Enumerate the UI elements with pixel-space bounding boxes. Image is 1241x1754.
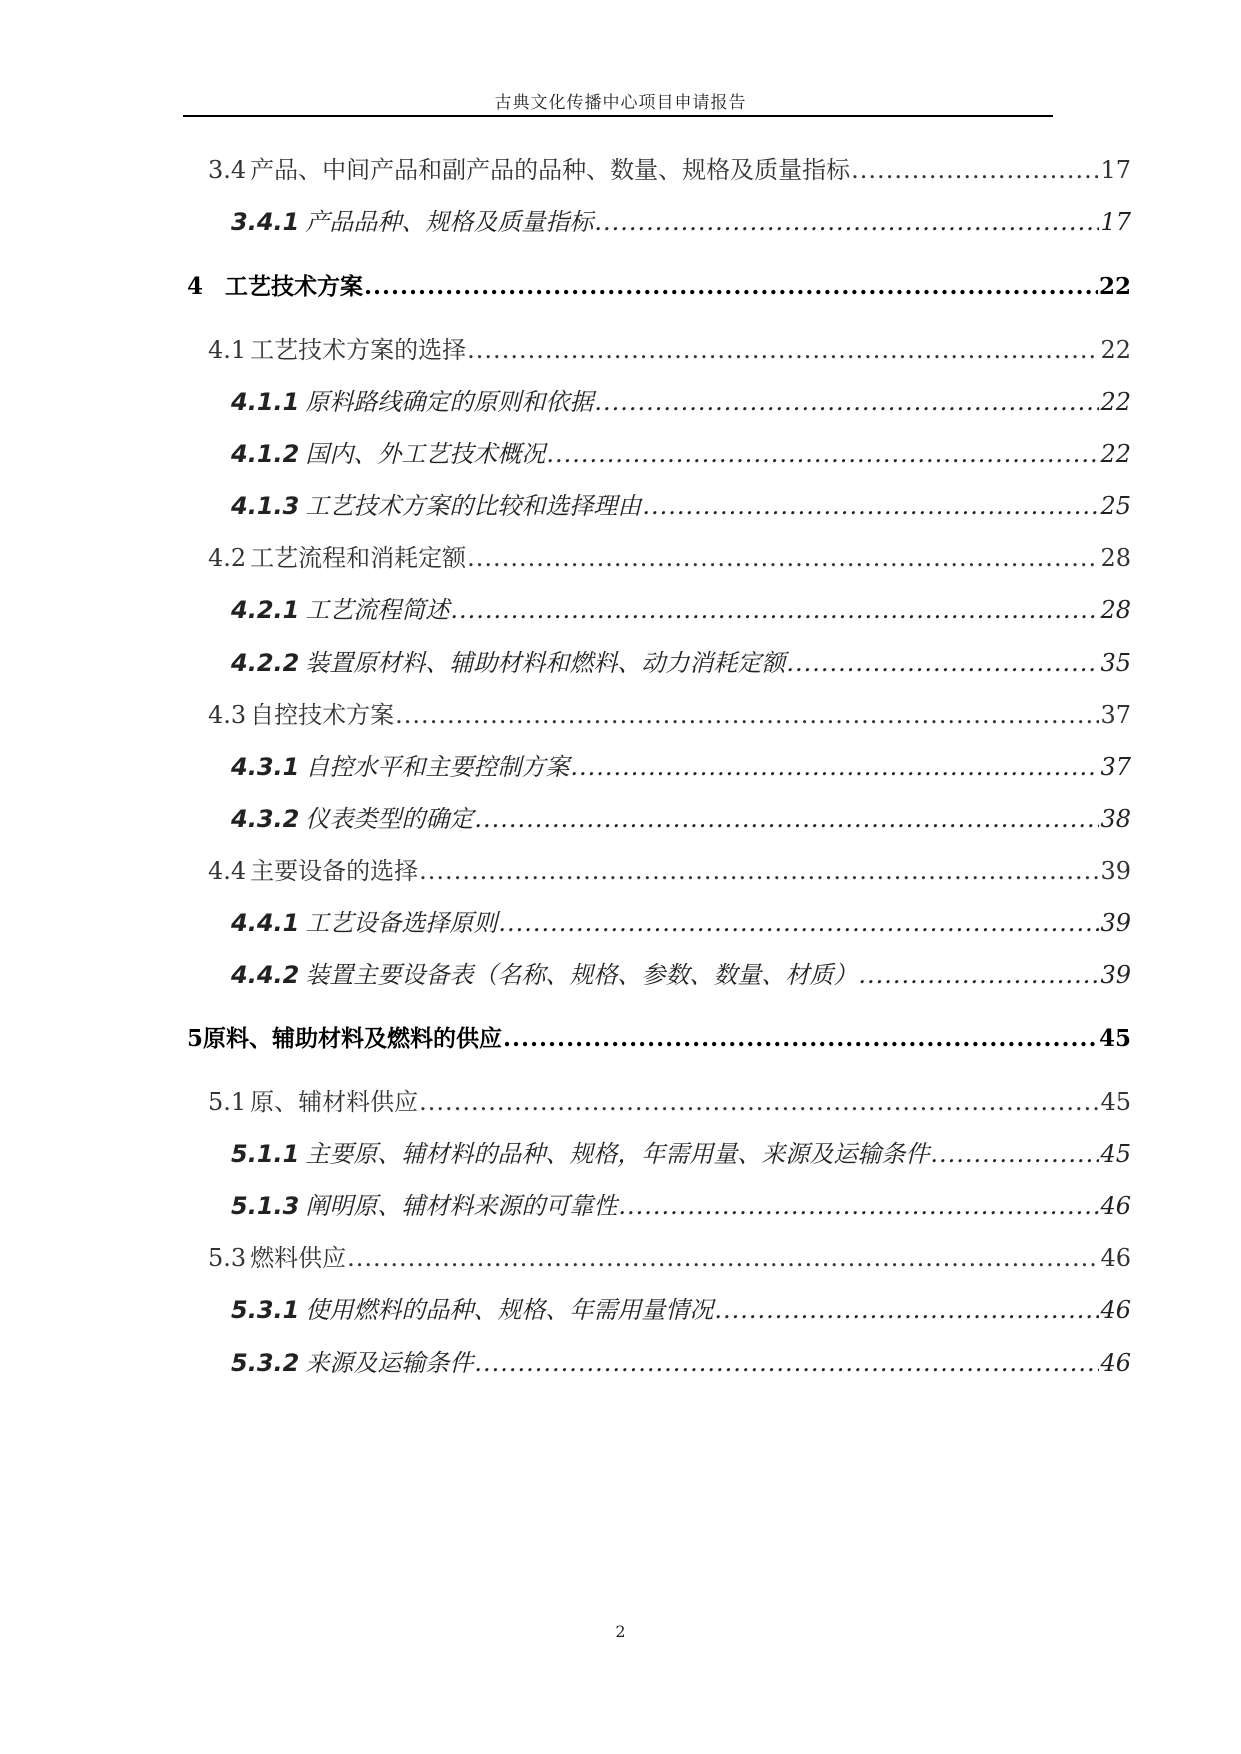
toc-entry-number: 4.1.3	[231, 492, 300, 520]
toc-entry-title: 阐明原、辅材料来源的可靠性	[305, 1192, 618, 1220]
toc-dot-leader	[930, 1140, 1099, 1168]
toc-entry-title: 自控水平和主要控制方案	[305, 753, 570, 781]
toc-entry-title: 使用燃料的品种、规格、年需用量情况	[305, 1296, 714, 1324]
toc-entry-title: 主要原、辅材料的品种、规格，年需用量、来源及运输条件	[305, 1140, 930, 1168]
toc-dot-leader	[395, 701, 1099, 729]
toc-dot-leader	[594, 208, 1099, 236]
toc-entry-number: 5.3	[208, 1244, 247, 1272]
toc-entry-page: 46	[1100, 1192, 1131, 1220]
toc-entry-title: 工艺设备选择原则	[305, 909, 498, 937]
toc-entry-title: 原料、辅助材料及燃料的供应	[203, 1025, 503, 1052]
toc-dot-leader	[419, 1088, 1099, 1116]
toc-entry-number: 4.4.1	[231, 909, 300, 937]
toc-entry-number: 4.1.2	[231, 440, 300, 468]
toc-dot-leader	[419, 857, 1099, 885]
toc-dot-leader	[450, 596, 1099, 624]
toc-entry-page: 22	[1100, 440, 1131, 468]
toc-entry-page: 17	[1100, 156, 1131, 184]
toc-entry-number: 5.3.1	[231, 1296, 300, 1324]
toc-dot-leader	[594, 388, 1099, 416]
toc-entry-title: 来源及运输条件	[305, 1349, 474, 1377]
toc-entry-page: 22	[1098, 273, 1131, 300]
toc-entry[interactable]	[231, 643, 1131, 678]
toc-entry-title: 工艺流程简述	[305, 596, 450, 624]
toc-entry[interactable]	[208, 330, 1131, 365]
toc-entry-page: 37	[1100, 753, 1131, 781]
toc-entry-number: 5.3.2	[231, 1349, 300, 1377]
toc-entry-title: 原料路线确定的原则和依据	[305, 388, 594, 416]
toc-entry[interactable]	[208, 1238, 1131, 1273]
toc-entry-page: 28	[1100, 596, 1131, 624]
toc-entry-page: 22	[1100, 336, 1131, 364]
toc-dot-leader	[347, 1244, 1099, 1272]
toc-dot-leader	[474, 1349, 1099, 1377]
toc-entry-title: 装置原材料、辅助材料和燃料、动力消耗定额	[305, 649, 786, 677]
toc-entry-title: 工艺流程和消耗定额	[250, 544, 467, 572]
toc-dot-leader	[858, 961, 1099, 989]
toc-entry[interactable]	[187, 1020, 1131, 1053]
toc-entry-title: 工艺技术方案的选择	[250, 336, 467, 364]
toc-entry-number: 4.2	[208, 544, 247, 572]
toc-entry-number: 4.3.2	[231, 805, 300, 833]
toc-entry[interactable]	[208, 851, 1131, 886]
toc-entry-title: 燃料供应	[250, 1244, 347, 1272]
toc-dot-leader	[467, 544, 1099, 572]
toc-entry-page: 39	[1100, 857, 1131, 885]
toc-entry-page: 46	[1100, 1244, 1131, 1272]
toc-entry-page: 45	[1098, 1025, 1131, 1052]
toc-entry-title: 自控技术方案	[250, 701, 395, 729]
toc-entry-page: 38	[1100, 805, 1131, 833]
toc-entry-number: 4.4.2	[231, 961, 300, 989]
toc-dot-leader	[786, 649, 1099, 677]
toc-entry[interactable]	[231, 434, 1131, 469]
toc-entry[interactable]	[231, 202, 1131, 237]
toc-entry-number: 3.4.1	[231, 208, 300, 236]
toc-dot-leader	[546, 440, 1099, 468]
toc-entry-number: 4.3	[208, 701, 247, 729]
toc-entry[interactable]	[231, 747, 1131, 782]
toc-dot-leader	[474, 805, 1099, 833]
toc-entry-number: 4.2.2	[231, 649, 300, 677]
toc-entry[interactable]	[231, 955, 1131, 990]
toc-entry[interactable]	[208, 538, 1131, 573]
toc-entry-page: 39	[1100, 909, 1131, 937]
toc-entry-number: 5.1.3	[231, 1192, 300, 1220]
toc-entry[interactable]	[231, 382, 1131, 417]
toc-entry[interactable]	[208, 1082, 1131, 1117]
toc-entry-number: 4.3.1	[231, 753, 300, 781]
toc-entry-title: 装置主要设备表（名称、规格、参数、数量、材质）	[305, 961, 858, 989]
toc-entry-page: 45	[1100, 1140, 1131, 1168]
toc-entry-page: 22	[1100, 388, 1131, 416]
toc-entry-number: 4	[187, 273, 204, 300]
toc-entry-page: 25	[1100, 492, 1131, 520]
toc-entry-page: 17	[1100, 208, 1131, 236]
toc-entry[interactable]	[231, 799, 1131, 834]
toc-entry-title: 主要设备的选择	[250, 857, 419, 885]
toc-entry[interactable]	[208, 150, 1131, 185]
toc-entry-title: 国内、外工艺技术概况	[305, 440, 546, 468]
toc-entry[interactable]	[231, 590, 1131, 625]
toc-entry[interactable]	[231, 1186, 1131, 1221]
toc-entry-page: 35	[1100, 649, 1131, 677]
toc-entry-page: 37	[1100, 701, 1131, 729]
toc-dot-leader	[714, 1296, 1099, 1324]
toc-dot-leader	[467, 336, 1099, 364]
toc-entry[interactable]	[231, 486, 1131, 521]
toc-entry[interactable]	[187, 268, 1131, 301]
toc-entry-number: 5.1.1	[231, 1140, 300, 1168]
toc-entry-page: 39	[1100, 961, 1131, 989]
toc-entry-number: 5.1	[208, 1088, 247, 1116]
toc-entry-title: 产品、中间产品和副产品的品种、数量、规格及质量指标	[250, 156, 851, 184]
toc-dot-leader	[570, 753, 1099, 781]
toc-entry-title: 仪表类型的确定	[305, 805, 474, 833]
toc-dot-leader	[851, 156, 1099, 184]
toc-dot-leader	[642, 492, 1099, 520]
page-number: 2	[615, 1622, 626, 1641]
toc-entry-number: 4.4	[208, 857, 247, 885]
page-header-title: 古典文化传播中心项目申请报告	[494, 93, 747, 113]
toc-entry[interactable]	[231, 1134, 1131, 1169]
toc-entry-title: 工艺技术方案的比较和选择理由	[305, 492, 642, 520]
toc-entry-title: 原、辅材料供应	[250, 1088, 419, 1116]
toc-entry-title: 产品品种、规格及质量指标	[305, 208, 594, 236]
toc-entry-number: 4.1	[208, 336, 247, 364]
toc-entry-page: 45	[1100, 1088, 1131, 1116]
toc-entry-number: 4.1.1	[231, 388, 300, 416]
toc-entry[interactable]	[231, 1290, 1131, 1325]
toc-entry-page: 28	[1100, 544, 1131, 572]
toc-entry-number: 5	[187, 1025, 204, 1052]
toc-dot-leader	[618, 1192, 1099, 1220]
toc-entry[interactable]	[208, 695, 1131, 730]
toc-dot-leader	[503, 1025, 1098, 1052]
toc-entry-number: 4.2.1	[231, 596, 300, 624]
toc-entry-title: 工艺技术方案	[225, 273, 364, 300]
toc-entry[interactable]	[231, 903, 1131, 938]
toc-dot-leader	[364, 273, 1098, 300]
toc-entry-page: 46	[1100, 1296, 1131, 1324]
toc-entry-page: 46	[1100, 1349, 1131, 1377]
toc-entry[interactable]	[231, 1343, 1131, 1378]
toc-dot-leader	[498, 909, 1099, 937]
toc-entry-number: 3.4	[208, 156, 247, 184]
